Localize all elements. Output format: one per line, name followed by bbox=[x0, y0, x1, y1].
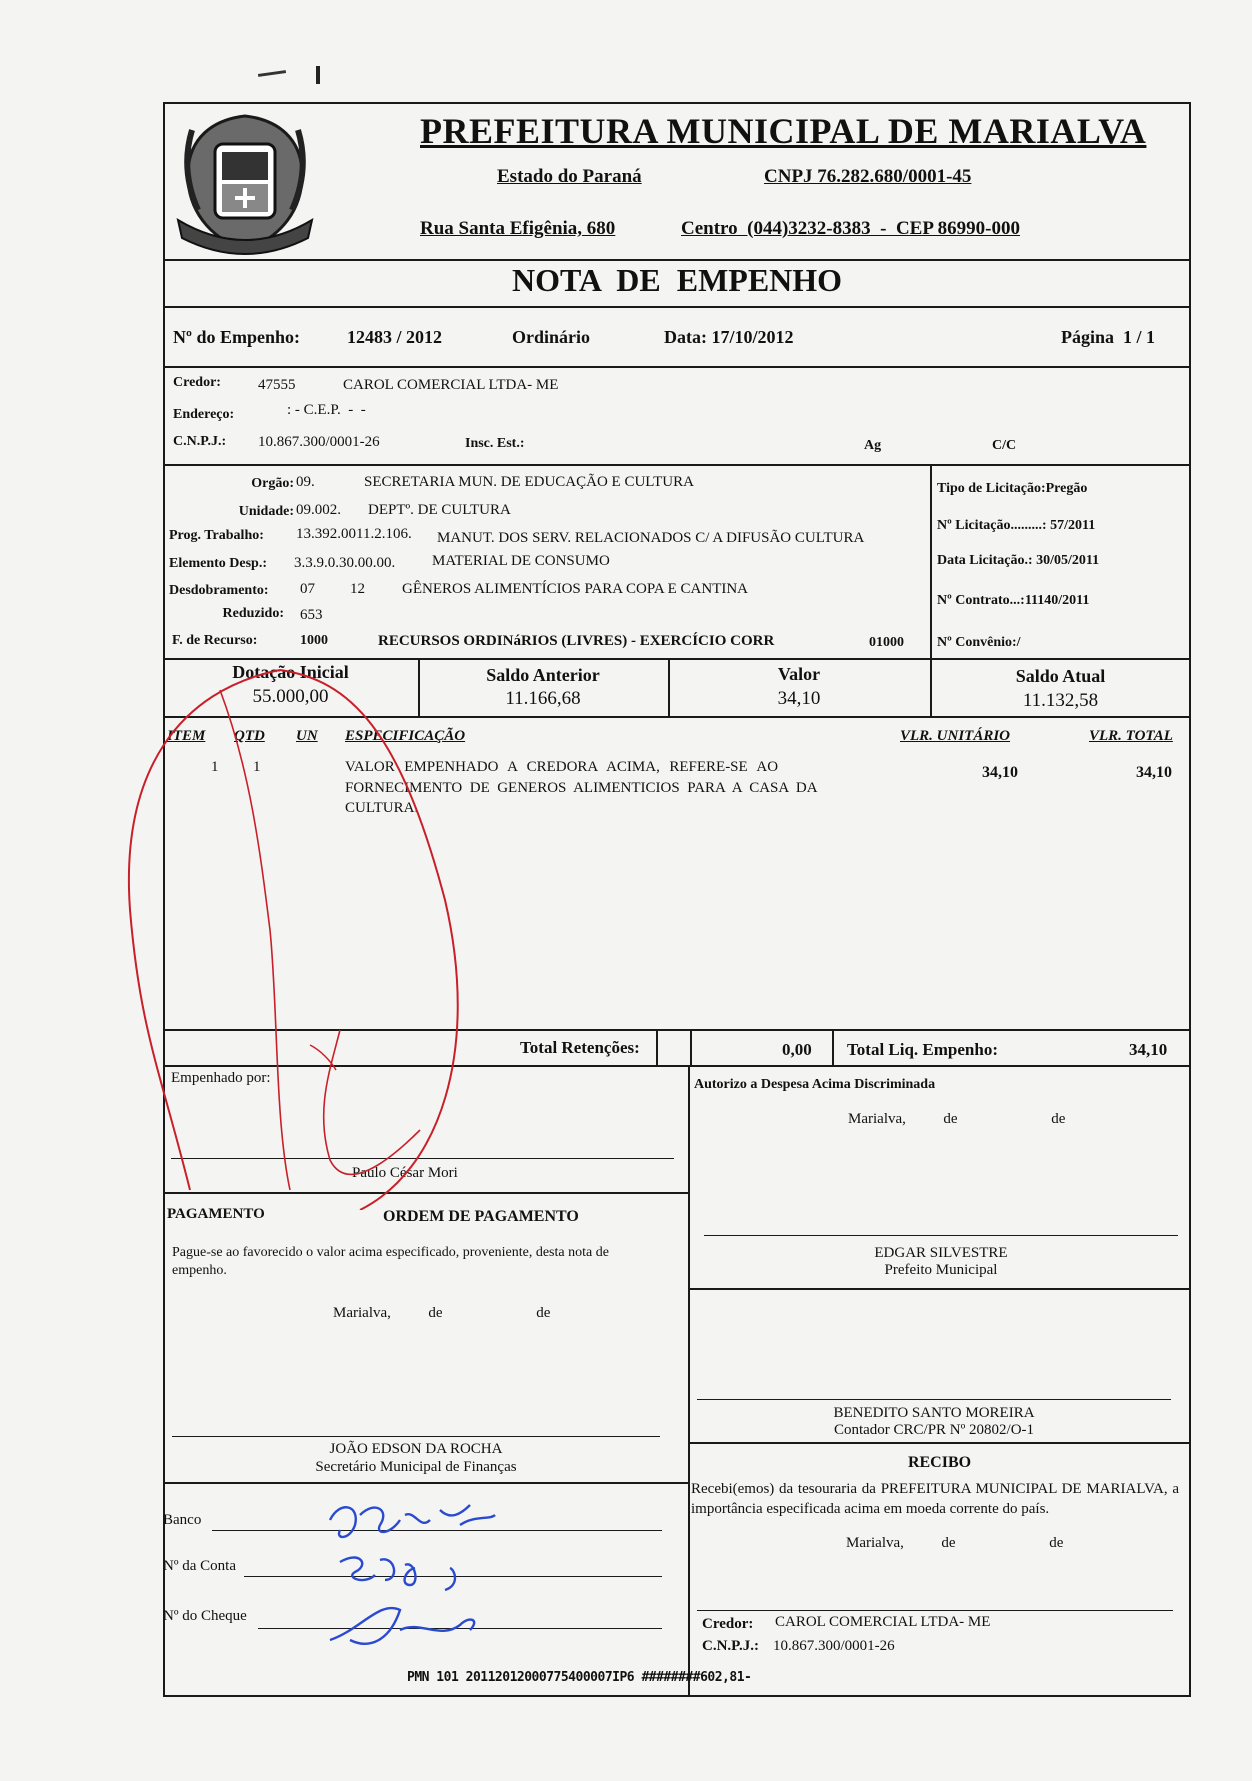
recurso-name: RECURSOS ORDINáRIOS (LIVRES) - EXERCÍCIO CORR bbox=[378, 633, 775, 649]
signature-line bbox=[172, 1436, 660, 1437]
divider bbox=[163, 366, 1191, 368]
endereco-label: Endereço: bbox=[173, 407, 235, 422]
doc-title: NOTA DE EMPENHO bbox=[511, 262, 843, 298]
desdobramento-code: 07 bbox=[300, 581, 315, 597]
cc-label: C/C bbox=[992, 438, 1017, 453]
contrato-number: Nº Contrato...:11140/2011 bbox=[937, 593, 1090, 608]
header-state: Estado do Paraná bbox=[497, 166, 642, 187]
empenhado-por-label: Empenhado por: bbox=[171, 1070, 271, 1086]
coat-of-arms-logo bbox=[170, 110, 320, 258]
prefeito-name: EDGAR SILVESTRE bbox=[874, 1245, 1008, 1261]
unidade-code: 09.002. bbox=[296, 502, 341, 518]
orgao-code: 09. bbox=[296, 474, 315, 490]
header-cnpj: CNPJ 76.282.680/0001-45 bbox=[764, 166, 972, 187]
banco-label: Banco bbox=[163, 1512, 202, 1528]
saldo-atual-label: Saldo Atual bbox=[1015, 666, 1106, 686]
elemento-name: MATERIAL DE CONSUMO bbox=[432, 553, 610, 569]
retencoes-label: Total Retenções: bbox=[520, 1038, 640, 1057]
desdobramento-sub: 12 bbox=[350, 581, 365, 597]
retencoes-value: 0,00 bbox=[782, 1040, 812, 1059]
reduzido-label: Reduzido: bbox=[222, 606, 284, 621]
pagamento-text: Pague-se ao favorecido o valor acima especificado, proveniente, desta nota de empenho. bbox=[172, 1245, 609, 1278]
empenho-date: Data: 17/10/2012 bbox=[664, 327, 794, 347]
divider bbox=[163, 306, 1191, 308]
divider bbox=[930, 464, 932, 658]
signature-line bbox=[171, 1158, 674, 1159]
col-spec: ESPECIFICAÇÃO bbox=[345, 728, 466, 744]
signature-line bbox=[704, 1235, 1178, 1236]
divider bbox=[163, 1192, 689, 1194]
saldo-atual-value: 11.132,58 bbox=[1022, 690, 1099, 711]
licitacao-data: Data Licitação.: 30/05/2011 bbox=[937, 553, 1100, 568]
conta-label: Nº da Conta bbox=[163, 1558, 236, 1574]
reduzido-value: 653 bbox=[300, 607, 323, 623]
recibo-title: RECIBO bbox=[907, 1454, 972, 1471]
footer-code: PMN 101 20112012000775400007IP6 ########602,81- bbox=[407, 1670, 752, 1685]
prog-code: 13.392.0011.2.106. bbox=[296, 526, 412, 542]
item-number: 1 bbox=[211, 759, 219, 775]
secretario-name: JOÃO EDSON DA ROCHA bbox=[329, 1441, 503, 1457]
elemento-code: 3.3.9.0.30.00.00. bbox=[294, 555, 396, 571]
orgao-name: SECRETARIA MUN. DE EDUCAÇÃO E CULTURA bbox=[364, 474, 694, 490]
liquido-label: Total Liq. Empenho: bbox=[847, 1040, 998, 1059]
prog-label: Prog. Trabalho: bbox=[169, 528, 264, 543]
credor-label: Credor: bbox=[173, 375, 221, 390]
col-total-value: VLR. TOTAL bbox=[1089, 728, 1173, 744]
desdobramento-label: Desdobramento: bbox=[169, 583, 269, 598]
empenho-number: 12483 / 2012 bbox=[347, 327, 443, 347]
item-spec-line: VALOR EMPENHADO A CREDORA ACIMA, REFERE-SE AO bbox=[345, 759, 779, 775]
header-street: Rua Santa Efigênia, 680 bbox=[420, 218, 616, 239]
header-address: Centro (044)3232-8383 - CEP 86990-000 bbox=[681, 218, 1020, 239]
divider bbox=[163, 658, 1191, 660]
secretario-title: Secretário Municipal de Finanças bbox=[315, 1459, 517, 1475]
conta-field-line[interactable] bbox=[244, 1576, 662, 1577]
scan-mark bbox=[316, 66, 320, 84]
ag-label: Ag bbox=[864, 438, 882, 453]
col-un: UN bbox=[296, 728, 318, 744]
orgao-label: Orgão: bbox=[251, 476, 294, 491]
pagamento-label: PAGAMENTO bbox=[167, 1206, 265, 1222]
contador-title: Contador CRC/PR Nº 20802/O-1 bbox=[833, 1422, 1035, 1438]
banco-field-line[interactable] bbox=[212, 1530, 662, 1531]
cnpj-value: 10.867.300/0001-26 bbox=[258, 434, 380, 450]
elemento-label: Elemento Desp.: bbox=[169, 556, 267, 571]
pagamento-place-date: Marialva, de de bbox=[333, 1305, 551, 1321]
empenho-number-label: Nº do Empenho: bbox=[173, 327, 300, 347]
dotacao-value: 55.000,00 bbox=[252, 686, 329, 707]
recurso-code: 1000 bbox=[300, 633, 328, 648]
item-qty: 1 bbox=[253, 759, 261, 775]
contador-name: BENEDITO SANTO MOREIRA bbox=[833, 1405, 1035, 1421]
cheque-label: Nº do Cheque bbox=[163, 1608, 247, 1624]
scan-mark bbox=[258, 70, 286, 77]
col-item: ITEM bbox=[167, 728, 206, 744]
valor-value: 34,10 bbox=[777, 688, 821, 709]
divider bbox=[163, 1065, 1191, 1067]
signature-line bbox=[697, 1399, 1171, 1400]
signature-line bbox=[697, 1610, 1173, 1611]
divider bbox=[832, 1029, 834, 1065]
col-qtd: QTD bbox=[234, 728, 265, 744]
empenho-page: Página 1 / 1 bbox=[1061, 327, 1156, 347]
unidade-name: DEPTº. DE CULTURA bbox=[368, 502, 511, 518]
cheque-field-line[interactable] bbox=[258, 1628, 662, 1629]
convenio-number: Nº Convênio:/ bbox=[937, 635, 1021, 650]
divider bbox=[690, 1029, 692, 1065]
item-spec-line: CULTURA. bbox=[345, 800, 419, 816]
autorizo-label: Autorizo a Despesa Acima Discriminada bbox=[694, 1077, 936, 1092]
recibo-cnpj-value: 10.867.300/0001-26 bbox=[773, 1638, 895, 1654]
recibo-credor-label: Credor: bbox=[702, 1616, 754, 1632]
empenho-type: Ordinário bbox=[512, 327, 591, 347]
ordem-pagamento-title: ORDEM DE PAGAMENTO bbox=[383, 1208, 579, 1225]
dotacao-label: Dotação Inicial bbox=[232, 662, 349, 682]
insc-label: Insc. Est.: bbox=[465, 436, 525, 451]
divider bbox=[163, 464, 1191, 466]
prefeito-title: Prefeito Municipal bbox=[884, 1262, 998, 1278]
prog-name: MANUT. DOS SERV. RELACIONADOS C/ A DIFUSÃO CULTURA bbox=[437, 530, 865, 546]
valor-label: Valor bbox=[777, 664, 821, 684]
recurso-number: 01000 bbox=[869, 635, 904, 650]
divider bbox=[163, 259, 1191, 261]
autorizo-place-date: Marialva, de de bbox=[848, 1111, 1066, 1127]
endereco-value: : - C.E.P. - - bbox=[287, 402, 366, 418]
divider bbox=[163, 1482, 689, 1484]
divider bbox=[163, 1029, 1191, 1031]
saldo-anterior-label: Saldo Anterior bbox=[486, 665, 600, 685]
recibo-cnpj-label: C.N.P.J.: bbox=[702, 1638, 759, 1654]
item-total-value: 34,10 bbox=[1136, 764, 1172, 781]
recurso-label: F. de Recurso: bbox=[172, 633, 258, 648]
cnpj-label: C.N.P.J.: bbox=[173, 434, 227, 449]
divider bbox=[656, 1029, 658, 1065]
empenhado-por-name: Paulo César Mori bbox=[352, 1165, 458, 1181]
col-unit-value: VLR. UNITÁRIO bbox=[900, 728, 1011, 744]
header-title: PREFEITURA MUNICIPAL DE MARIALVA bbox=[420, 111, 1147, 151]
saldo-anterior-value: 11.166,68 bbox=[505, 688, 581, 709]
unidade-label: Unidade: bbox=[238, 504, 294, 519]
recibo-text: Recebi(emos) da tesouraria da PREFEITURA MUNICIPAL DE MARIALVA, a importância especificada acima em moeda corrente do país. bbox=[691, 1481, 1179, 1517]
desdobramento-name: GÊNEROS ALIMENTÍCIOS PARA COPA E CANTINA bbox=[402, 581, 749, 597]
divider bbox=[688, 1288, 1191, 1290]
liquido-value: 34,10 bbox=[1129, 1040, 1168, 1059]
divider bbox=[688, 1065, 690, 1697]
licitacao-numero: Nº Licitação.........: 57/2011 bbox=[937, 518, 1096, 533]
divider bbox=[163, 716, 1191, 718]
recibo-place-date: Marialva, de de bbox=[846, 1535, 1064, 1551]
recibo-credor-name: CAROL COMERCIAL LTDA- ME bbox=[775, 1614, 991, 1630]
divider bbox=[688, 1442, 1191, 1444]
item-unit-value: 34,10 bbox=[982, 764, 1018, 781]
item-spec-line: FORNECIMENTO DE GENEROS ALIMENTICIOS PARA A CASA DA bbox=[345, 780, 818, 796]
credor-name: CAROL COMERCIAL LTDA- ME bbox=[343, 377, 559, 393]
credor-code: 47555 bbox=[258, 377, 296, 393]
licitacao-tipo: Tipo de Licitação:Pregão bbox=[937, 481, 1088, 496]
